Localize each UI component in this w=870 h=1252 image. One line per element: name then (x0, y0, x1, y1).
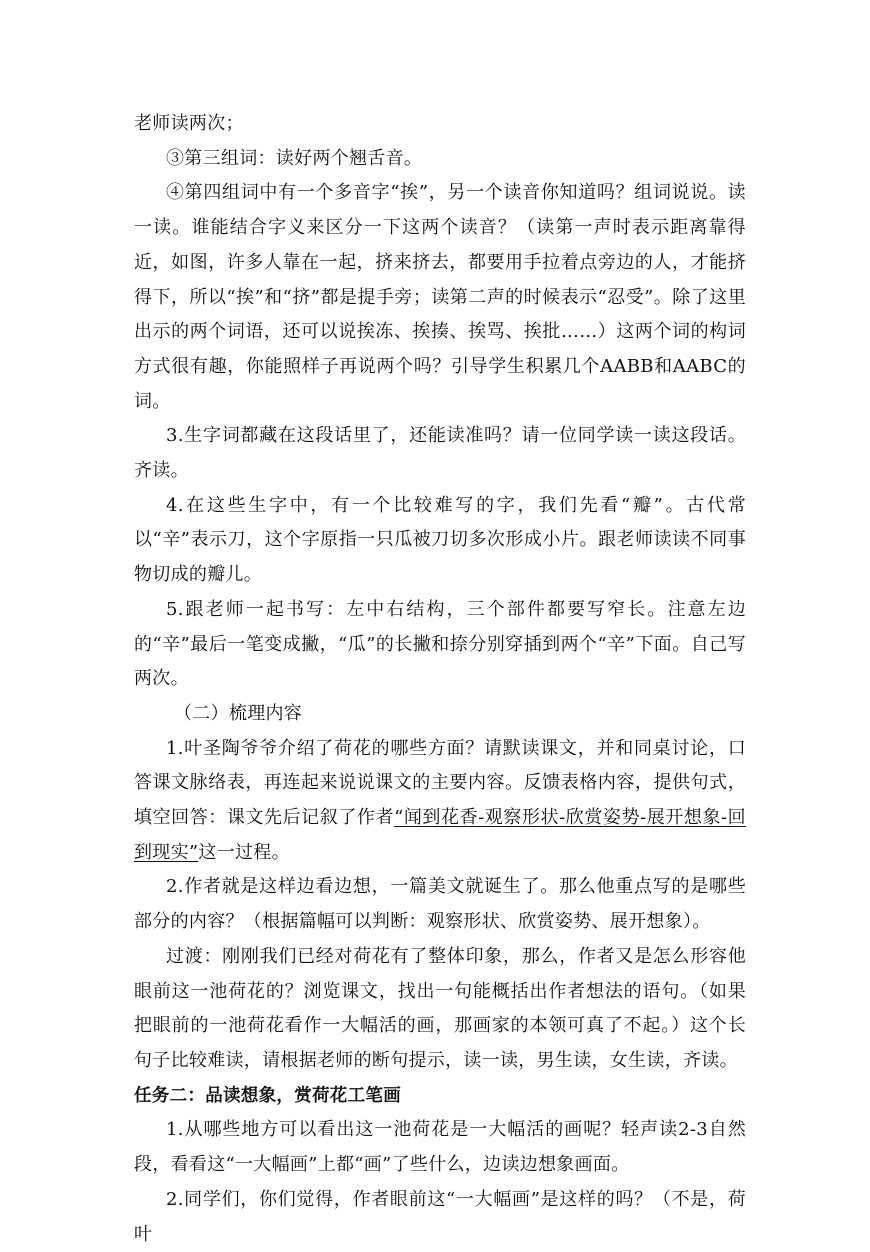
paragraph-step-3: ③第三组词：读好两个翘舌音。 (166, 147, 423, 169)
paragraph-item-5: 5.跟老师一起书写：左中右结构，三个部件都要写窄长。注意左边的“辛”最后一笔变成撇，“瓜”的长撇和捺分别穿插到两个“辛”下面。自己写两次。 (134, 598, 746, 690)
paragraph-item-3: 3.生字词都藏在这段话里了，还能读准吗？请一位同学读一读这段话。齐读。 (134, 425, 746, 482)
underlined-sequence: “闻到花香-观察形状-欣赏姿势-展开想象-回到现实” (134, 807, 746, 863)
paragraph-task2-item-1: 1.从哪些地方可以看出这一池荷花是一大幅活的画呢？轻声读2-3自然段，看看这“一大幅画”上都“画”了些什么，边读边想象画面。 (134, 1119, 746, 1176)
paragraph-sort-item-1 (134, 732, 746, 871)
paragraph-step-4: ④第四组词中有一个多音字“挨”，另一个读音你知道吗？组词说说。读一读。谁能结合字义来区分一下这两个读音？（读第一声时表示距离靠得近，如图，许多人靠在一起，挤来挤去，都要用手拉着点旁边的人，才能挤得下，所以“挨”和“挤”都是提手旁；读第二声的时候表示“忍受”。除了这里出示的两个词语，还可以说挨冻、挨揍、挨骂、挨批……）这两个词的构词方式很有趣，你能照样子再说两个吗？引导学生积累几个AABB和AABC的词。 (134, 182, 746, 412)
paragraph-sort-item-2: 2.作者就是这样边看边想，一篇美文就诞生了。那么他重点写的是哪些部分的内容？（根据篇幅可以判断：观察形状、欣赏姿势、展开想象）。 (134, 876, 746, 933)
paragraph-task2-item-2: 2.同学们，你们觉得，作者眼前这“一大幅画”是这样的吗？（不是，荷叶 (134, 1188, 746, 1245)
paragraph-continuation: 老师读两次； (134, 113, 244, 134)
paragraph-sort-item-1-end: 这一过程。 (198, 841, 290, 863)
paragraph-transition: 过渡：刚刚我们已经对荷花有了整体印象，那么，作者又是怎么形容他眼前这一池荷花的？浏览课文，找出一句能概括出作者想法的语句。（如果把眼前的一池荷花看作一大幅活的画，那画家的本领可真了不起。）这个长句子比较难读，请根据老师的断句提示，读一读，男生读，女生读，齐读。 (134, 945, 746, 1071)
task-two-heading: 任务二：品读想象，赏荷花工笔画 (134, 1085, 401, 1106)
paragraph-item-4: 4.在这些生字中，有一个比较难写的字，我们先看“瓣”。古代常以“辛”表示刀，这个字原指一只瓜被刀切多次形成小片。跟老师读读不同事物切成的瓣儿。 (134, 494, 746, 586)
paragraph-sort-item-1-text: 1.叶圣陶爷爷介绍了荷花的哪些方面？请默读课文，并和同桌讨论，口答课文脉络表，再连起来说说课文的主要内容。反馈表格内容，提供句式，填空回答：课文先后记叙了作者 (134, 737, 746, 829)
section-heading-sort-content: （二）梳理内容 (174, 702, 303, 724)
